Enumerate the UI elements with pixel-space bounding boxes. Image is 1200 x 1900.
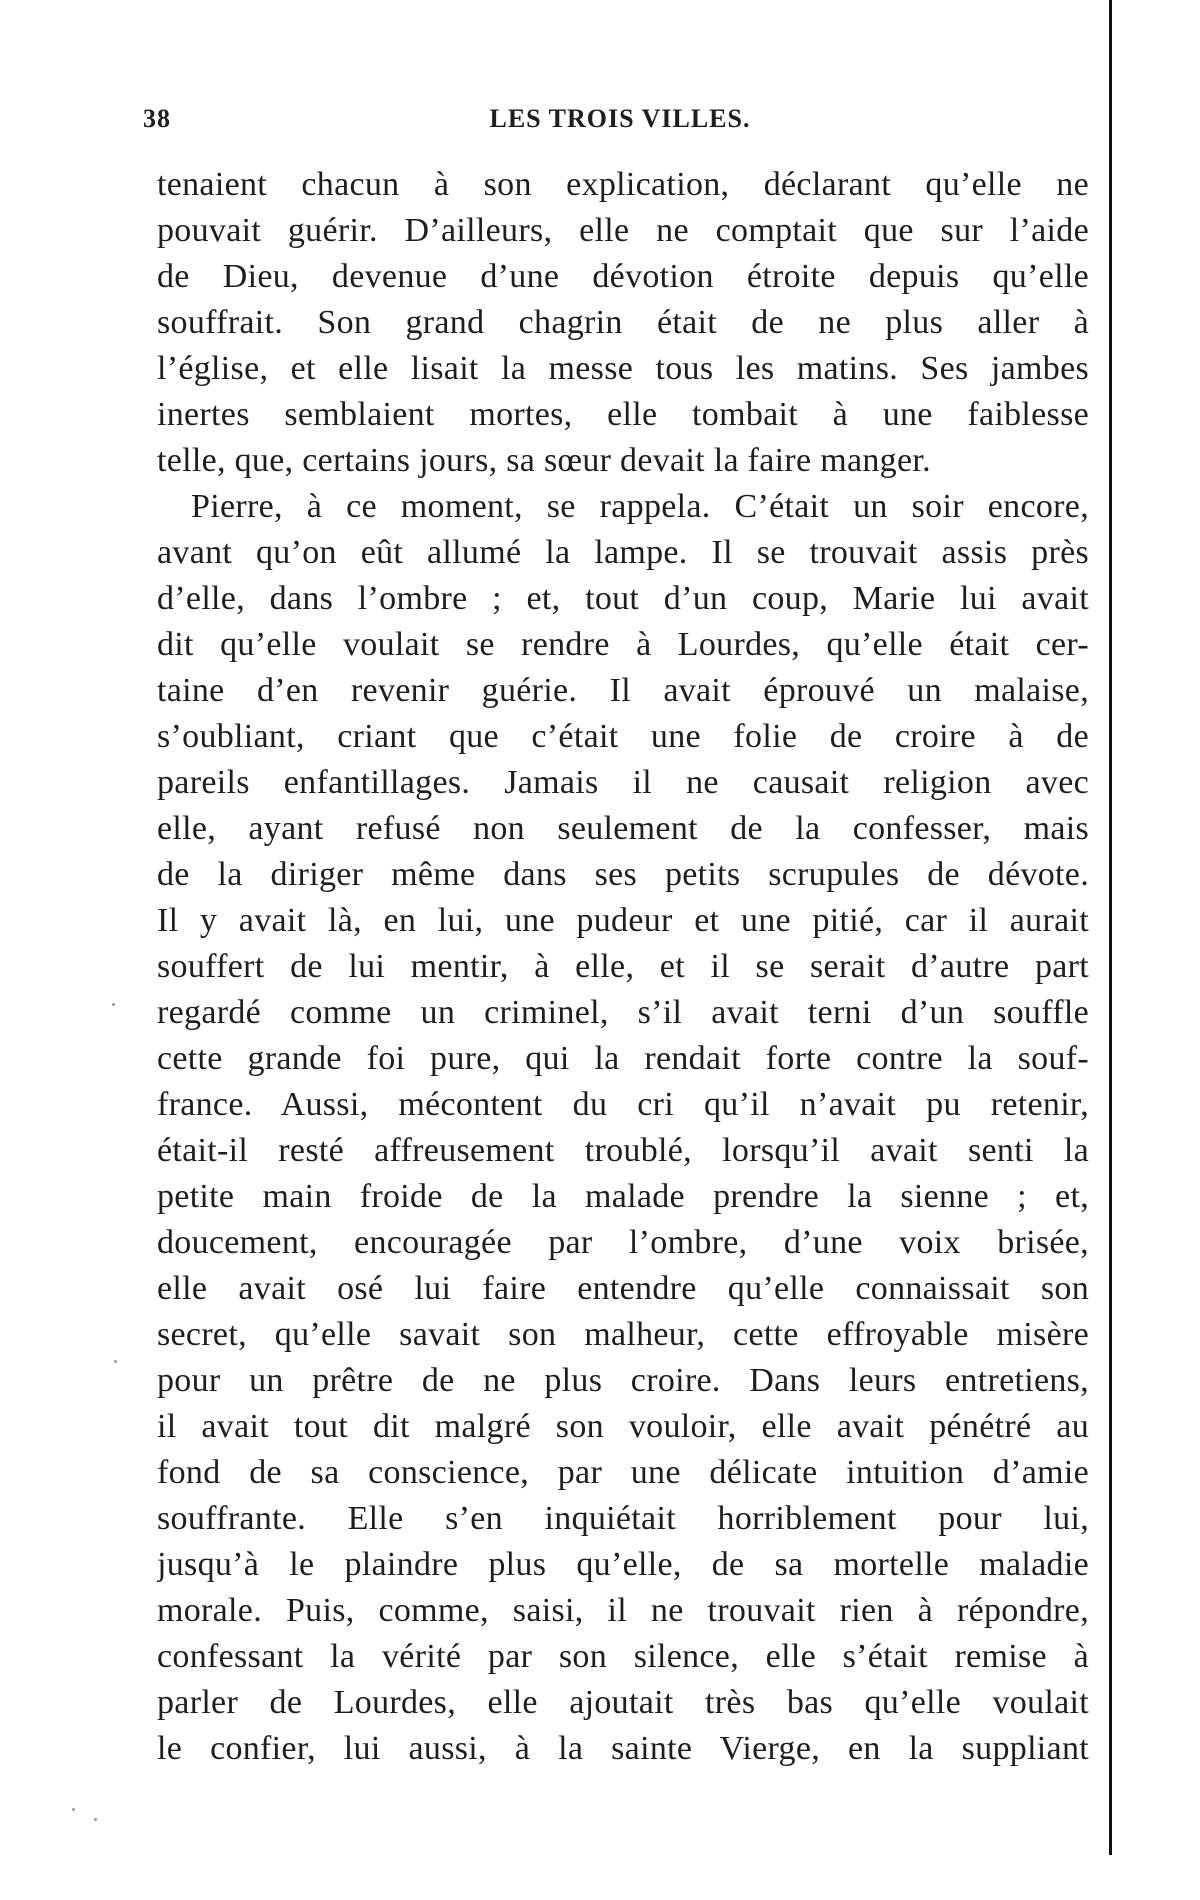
text-line: doucement, encouragée par l’ombre, d’une voix brisée,: [157, 1224, 1089, 1261]
text-line: s’oubliant, criant que c’était une folie de croire à de: [157, 718, 1089, 755]
text-line: cette grande foi pure, qui la rendait forte contre la souf-: [157, 1040, 1089, 1077]
text-line: de la diriger même dans ses petits scrupules de dévote.: [157, 856, 1089, 893]
scan-speck: [114, 1360, 117, 1363]
text-line: jusqu’à le plaindre plus qu’elle, de sa mortelle maladie: [157, 1546, 1089, 1583]
text-line: petite main froide de la malade prendre la sienne ; et,: [157, 1178, 1089, 1215]
scan-speck: [94, 1818, 97, 1821]
text-line: d’elle, dans l’ombre ; et, tout d’un coup, Marie lui avait: [157, 580, 1089, 617]
page-header: [140, 104, 1090, 144]
text-line: parler de Lourdes, elle ajoutait très bas qu’elle voulait: [157, 1684, 1089, 1721]
text-line: Il y avait là, en lui, une pudeur et une pitié, car il aurait: [157, 902, 1089, 939]
page-number: 38: [143, 104, 171, 133]
text-line: confessant la vérité par son silence, elle s’était remise à: [157, 1638, 1089, 1675]
text-line: taine d’en revenir guérie. Il avait éprouvé un malaise,: [157, 672, 1089, 709]
text-line: il avait tout dit malgré son vouloir, elle avait pénétré au: [157, 1408, 1089, 1445]
text-line: elle, ayant refusé non seulement de la confesser, mais: [157, 810, 1089, 847]
text-line: souffrait. Son grand chagrin était de ne plus aller à: [157, 304, 1089, 341]
running-head: LES TROIS VILLES.: [489, 104, 751, 133]
text-line: pareils enfantillages. Jamais il ne causait religion avec: [157, 764, 1089, 801]
paragraph-start-line: Pierre, à ce moment, se rappela. C’était un soir encore,: [191, 488, 1089, 525]
scan-speck: [112, 1003, 115, 1006]
text-line: france. Aussi, mécontent du cri qu’il n’avait pu retenir,: [157, 1086, 1089, 1123]
text-line: avant qu’on eût allumé la lampe. Il se trouvait assis près: [157, 534, 1089, 571]
text-line: elle avait osé lui faire entendre qu’elle connaissait son: [157, 1270, 1089, 1307]
scan-speck: [72, 1808, 75, 1811]
text-line: pour un prêtre de ne plus croire. Dans leurs entretiens,: [157, 1362, 1089, 1399]
body-text: [157, 162, 1089, 1772]
text-line: inertes semblaient mortes, elle tombait à une faiblesse: [157, 396, 1089, 433]
page-edge-rule: [1109, 0, 1112, 1855]
text-line: regardé comme un criminel, s’il avait terni d’un souffle: [157, 994, 1089, 1031]
text-line: fond de sa conscience, par une délicate intuition d’amie: [157, 1454, 1089, 1491]
text-line: souffrante. Elle s’en inquiétait horriblement pour lui,: [157, 1500, 1089, 1537]
text-line: était-il resté affreusement troublé, lorsqu’il avait senti la: [157, 1132, 1089, 1169]
text-line: pouvait guérir. D’ailleurs, elle ne comptait que sur l’aide: [157, 212, 1089, 249]
text-line: le confier, lui aussi, à la sainte Vierge, en la suppliant: [157, 1730, 1089, 1767]
text-line: de Dieu, devenue d’une dévotion étroite depuis qu’elle: [157, 258, 1089, 295]
text-line: souffert de lui mentir, à elle, et il se serait d’autre part: [157, 948, 1089, 985]
text-line: morale. Puis, comme, saisi, il ne trouvait rien à répondre,: [157, 1592, 1089, 1629]
text-line: l’église, et elle lisait la messe tous les matins. Ses jambes: [157, 350, 1089, 387]
text-line: dit qu’elle voulait se rendre à Lourdes, qu’elle était cer-: [157, 626, 1089, 663]
paragraph-end-line: telle, que, certains jours, sa sœur devait la faire manger.: [157, 442, 931, 479]
text-line: secret, qu’elle savait son malheur, cette effroyable misère: [157, 1316, 1089, 1353]
text-line: tenaient chacun à son explication, déclarant qu’elle ne: [157, 166, 1089, 203]
